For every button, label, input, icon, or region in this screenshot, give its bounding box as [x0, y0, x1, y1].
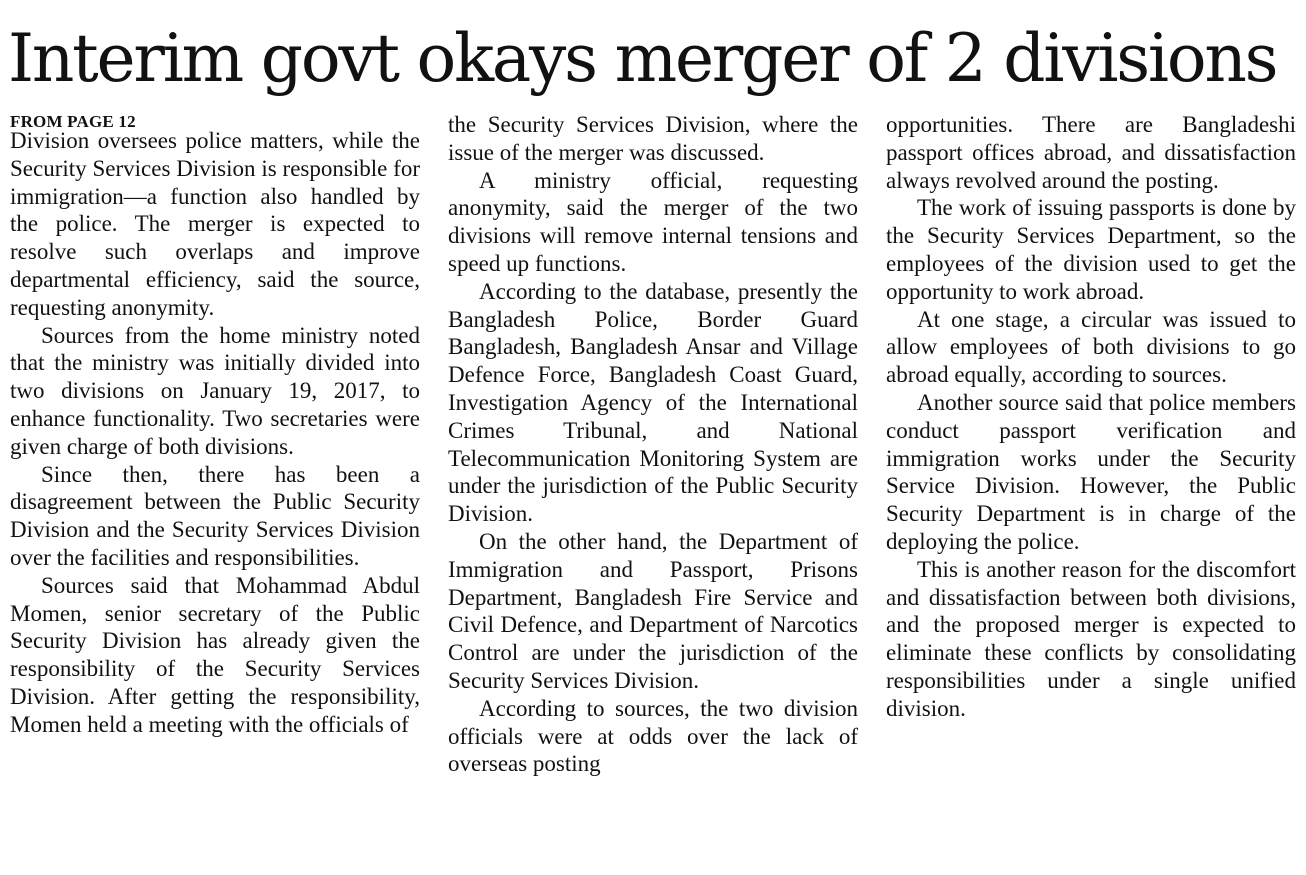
- paragraph: A ministry official, requesting anonymity, said the merger of the two divisions will remove internal tensions and speed up functions.: [448, 167, 858, 276]
- paragraph: According to sources, the two division officials were at odds over the lack of overseas posting: [448, 695, 858, 777]
- paragraph: According to the database, presently the Bangladesh Police, Border Guard Bangladesh, Bangladesh Ansar and Village Defence Force, Bangladesh Coast Guard, Investigation Agency of the International Crimes Tribunal, and National Telecommunication Monitoring System are under the jurisdiction of the Public Security Division.: [448, 278, 858, 527]
- paragraph: At one stage, a circular was issued to allow employees of both divisions to go abroad equally, according to sources.: [886, 306, 1296, 388]
- paragraph: Sources said that Mohammad Abdul Momen, senior secretary of the Public Security Division has already given the responsibility of the Security Services Division. After getting the responsibility, Momen held a meeting with the officials of: [10, 572, 420, 737]
- paragraph: The work of issuing passports is done by the Security Services Department, so the employees of the division used to get the opportunity to work abroad.: [886, 195, 1296, 304]
- headline: Interim govt okays merger of 2 divisions: [8, 20, 1277, 97]
- continued-from-label: FROM PAGE 12: [10, 112, 136, 131]
- paragraph: Sources from the home ministry noted that the ministry was initially divided into two divisions on January 19, 2017, to enhance functionality. Two secretaries were given charge of both divisions.: [10, 322, 420, 459]
- paragraph: This is another reason for the discomfort and dissatisfaction between both divisions, and the proposed merger is expected to eliminate these conflicts by consolidating responsibilities under a single unified division.: [886, 556, 1296, 721]
- paragraph: Another source said that police members conduct passport verification and immigration works under the Security Service Division. However, the Public Security Department is in charge of the deploying the police.: [886, 389, 1296, 554]
- paragraph: the Security Services Division, where the issue of the merger was discussed.: [448, 112, 858, 165]
- paragraph: opportunities. There are Bangladeshi passport offices abroad, and dissatisfaction always revolved around the posting.: [886, 112, 1296, 193]
- article-column-3: [886, 111, 1296, 723]
- paragraph: On the other hand, the Department of Immigration and Passport, Prisons Department, Bangladesh Fire Service and Civil Defence, and Department of Narcotics Control are under the jurisdiction of the Security Services Division.: [448, 528, 858, 693]
- article-column-1: [10, 111, 420, 739]
- paragraph: Since then, there has been a disagreement between the Public Security Division and the Security Services Division over the facilities and responsibilities.: [10, 461, 420, 570]
- article-column-2: [448, 111, 858, 778]
- paragraph: Division oversees police matters, while the Security Services Division is responsible for immigration—a function also handled by the police. The merger is expected to resolve such overlaps and improve departmental efficiency, said the source, requesting anonymity.: [10, 128, 420, 320]
